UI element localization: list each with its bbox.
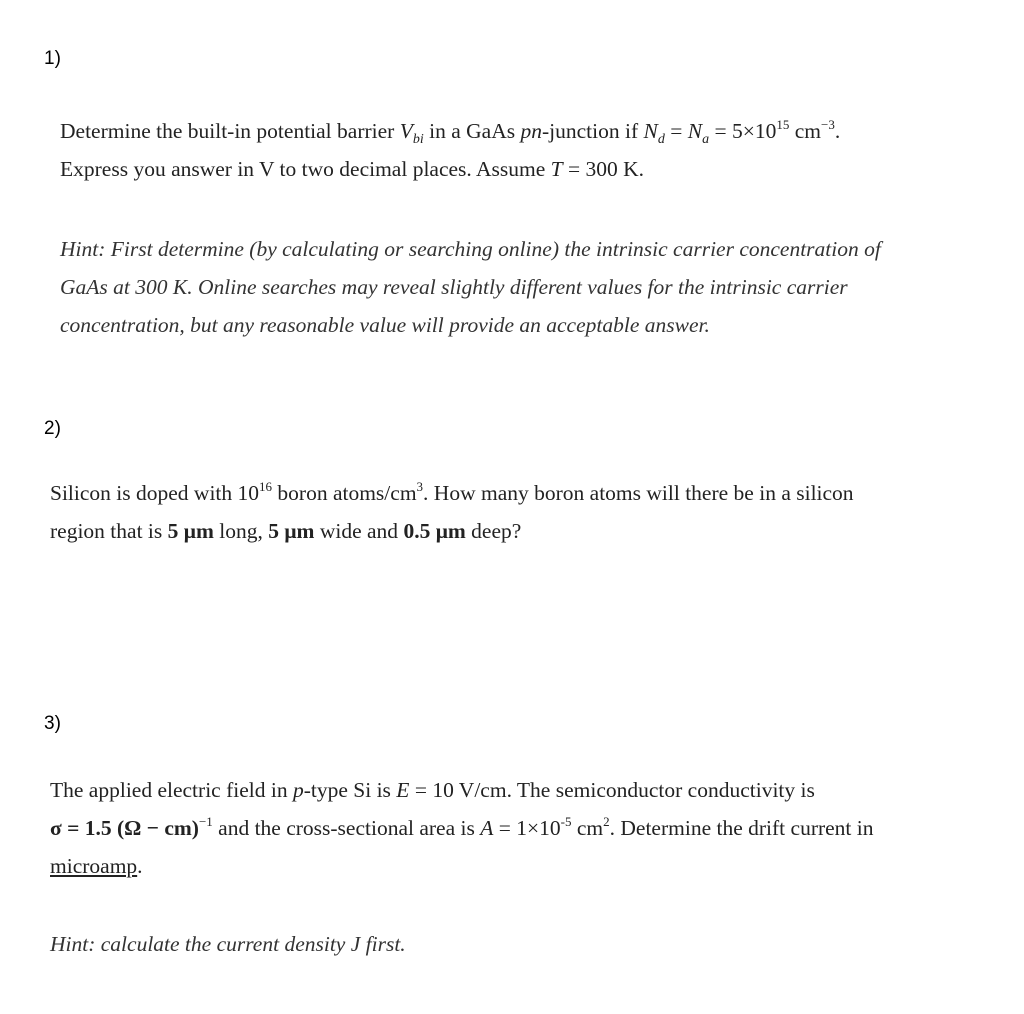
question-1-line-1: Determine the built-in potential barrier $V_{bi}$ in a GaAs pn-junction if $N_d = N_a = 5\times 10^{15}$ $cm^{-3}$. xyxy=(60,117,841,147)
question-3-line-3: microamp. xyxy=(50,854,143,878)
question-3-text xyxy=(50,771,874,885)
question-3-hint: Hint: calculate the current density J first. xyxy=(50,932,406,956)
question-1-hint-line-2: GaAs at 300 K. Online searches may reveal slightly different values for the intrinsic carrier xyxy=(60,275,848,299)
question-2-line-2: region that is 5 μm long, 5 μm wide and 0.5 μm deep? xyxy=(50,519,522,543)
question-2-text xyxy=(50,474,854,550)
question-1-hint-line-1: Hint: First determine (by calculating or searching online) the intrinsic carrier concentration of xyxy=(60,237,881,261)
question-3-number: 3) xyxy=(44,713,61,734)
question-1-number: 1) xyxy=(44,48,61,69)
microamp-unit: microamp xyxy=(50,854,138,878)
question-3-line-1: The applied electric field in p-type Si is E = 10 V/cm. The semiconductor conductivity is xyxy=(50,778,815,802)
question-1-hint xyxy=(60,230,881,344)
question-1-hint-line-3: concentration, but any reasonable value will provide an acceptable answer. xyxy=(60,313,710,337)
question-3-line-2: σ = 1.5 (Ω − cm)$^{-1}$ and the cross-sectional area is $A = 1\times 10^{-5}$ $cm^2$. Determine the drift current in xyxy=(50,814,874,840)
question-2-number: 2) xyxy=(44,418,61,439)
question-1-text xyxy=(60,112,840,188)
question-1-line-2: Express you answer in V to two decimal places. Assume T = 300 K. xyxy=(60,157,645,181)
question-2-line-1: Silicon is doped with $10^{16}$ boron atoms/$cm^3$. How many boron atoms will there be in a silicon xyxy=(50,479,854,505)
